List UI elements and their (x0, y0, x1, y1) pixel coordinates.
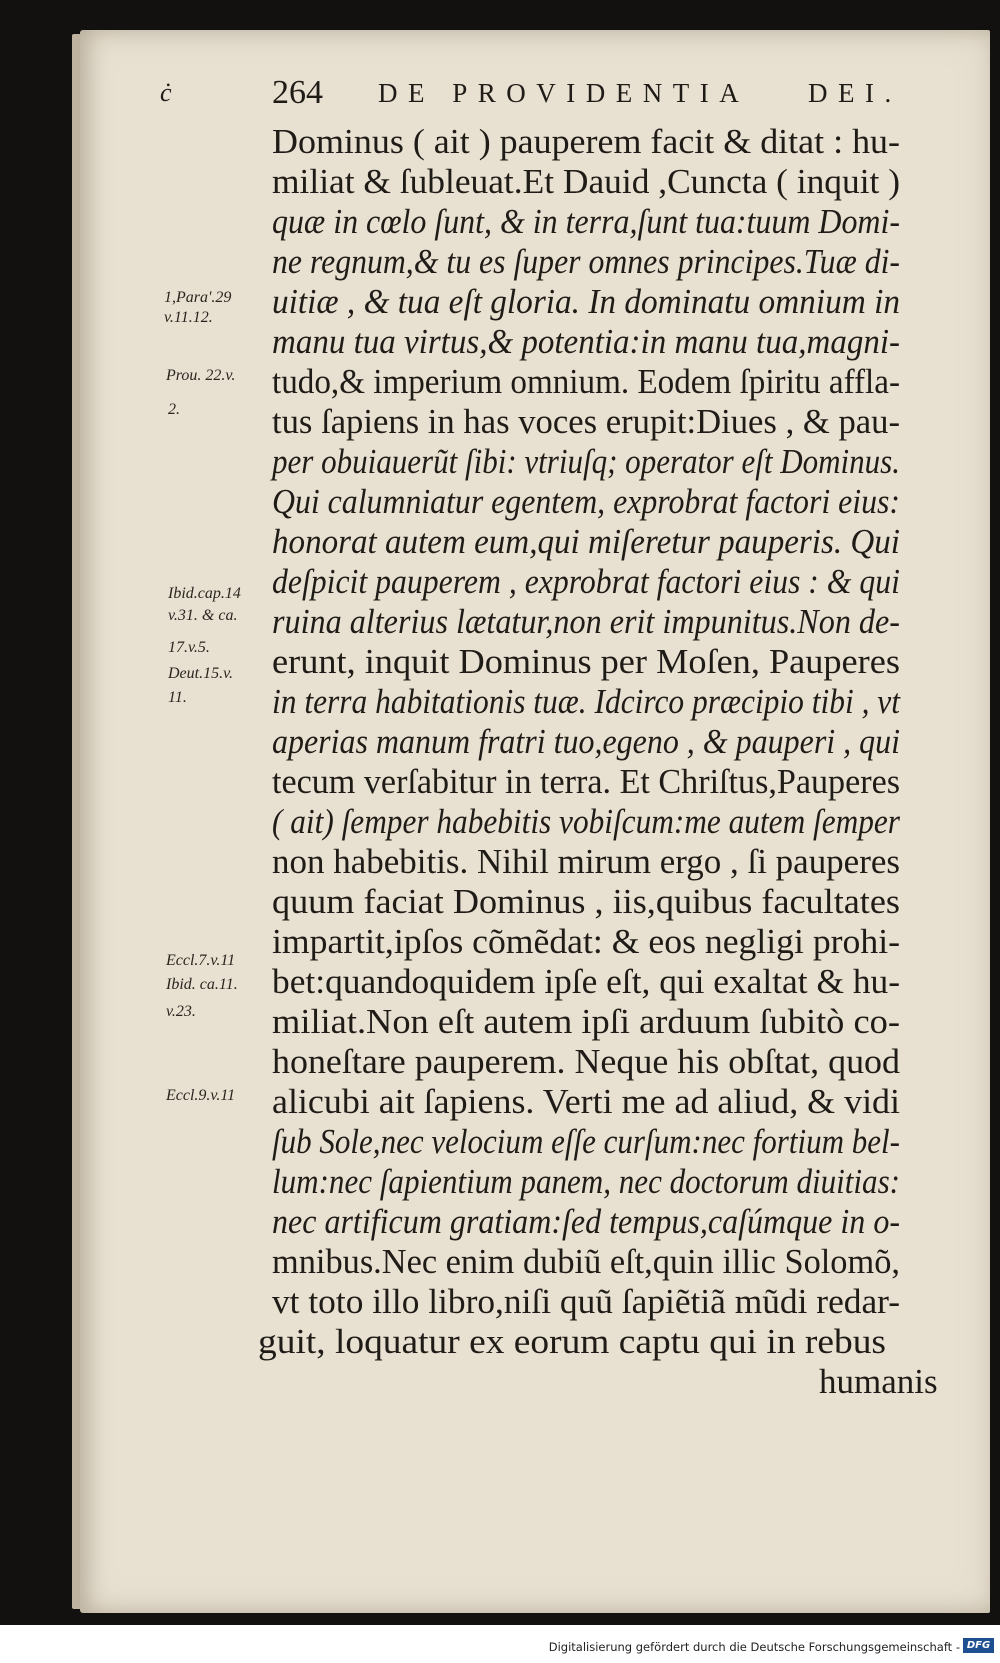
margin-note: 1,Para'.29 (164, 289, 232, 306)
text-line: deſpicit pauperem , exprobrat factori eius : & qui (272, 562, 900, 601)
text-line: impartit,ipſos cõmẽdat: & eos negligi prohi- (272, 922, 900, 961)
margin-note: Eccl.9.v.11 (166, 1087, 236, 1104)
text-line: bet:quandoquidem ipſe eſt, qui exaltat & hu- (272, 962, 900, 1001)
margin-note: v.11.12. (164, 309, 213, 326)
text-line: manu tua virtus,& potentia:in manu tua,magni- (272, 322, 900, 361)
running-head-end: DEI. (808, 78, 902, 108)
text-line: alicubi ait ſapiens. Verti me ad aliud, & vidi (272, 1082, 900, 1121)
margin-note: v.23. (166, 1003, 196, 1020)
text-line: quæ in cœlo ſunt, & in terra,ſunt tua:tuum Domi- (272, 202, 900, 241)
catchword: humanis (819, 1362, 938, 1401)
text-line: in terra habitationis tuæ. Idcirco præcipio tibi , vt (272, 682, 900, 721)
margin-note: Prou. 22.v. (166, 367, 236, 384)
text-line: tecum verſabitur in terra. Et Chriſtus,Pauperes (272, 762, 900, 801)
text-line: ſub Sole,nec velocium eſſe curſum:nec fortium bel- (272, 1122, 900, 1161)
text-line: Qui calumniatur egentem, exprobrat factori eius: (272, 482, 900, 521)
footer-credit: Digitalisierung gefördert durch die Deutsche Forschungsgemeinschaft - (548, 1640, 960, 1654)
margin-note: Ibid. ca.11. (166, 976, 238, 993)
text-line: mnibus.Nec enim dubiũ eſt,quin illic Solomõ, (272, 1242, 900, 1281)
text-line: guit, loquatur ex eorum captu qui in rebus (258, 1322, 886, 1361)
text-line: tudo,& imperium omnium. Eodem ſpiritu affla- (272, 362, 900, 401)
text-line: honorat autem eum,qui miſeretur pauperis. Qui (272, 522, 900, 561)
text-line: Dominus ( ait ) pauperem facit & ditat : hu- (272, 122, 900, 161)
text-line: honeſtare pauperem. Neque his obſtat, quod (272, 1042, 900, 1081)
text-line: miliat.Non eſt autem ipſi arduum ſubitò co- (272, 1002, 900, 1041)
text-line: ruina alterius lætatur,non erit impunitus.Non de- (272, 602, 900, 641)
page-number: 264 (272, 74, 323, 111)
margin-note: v.31. & ca. (168, 607, 238, 624)
text-line: miliat & ſubleuat.Et Dauid ,Cuncta ( inquit ) (272, 162, 900, 201)
text-line: tus ſapiens in has voces erupit:Diues , & pau- (272, 402, 900, 441)
margin-note: Eccl.7.v.11 (166, 952, 236, 969)
text-line: quum faciat Dominus , iis,quibus facultates (272, 882, 900, 921)
margin-note: 11. (168, 689, 187, 706)
dfg-logo: DFG (963, 1638, 994, 1653)
text-line: non habebitis. Nihil mirum ergo , ſi pauperes (272, 842, 900, 881)
text-line: ( ait) ſemper habebitis vobiſcum:me autem ſemper (272, 802, 900, 841)
text-line: per obuiauerũt ſibi: vtriuſq; operator eſt Dominus. (272, 442, 900, 481)
text-line: vt toto illo libro,niſi quũ ſapiẽtiã mũdi redar- (272, 1282, 900, 1321)
margin-note: 17.v.5. (168, 639, 210, 656)
running-head: DE PROVIDENTIA (378, 78, 750, 108)
text-line: erunt, inquit Dominus per Moſen, Pauperes (272, 642, 900, 681)
text-line: lum:nec ſapientium panem, nec doctorum diuitias: (272, 1162, 900, 1201)
text-line: uitiæ , & tua eſt gloria. In dominatu omnium in (272, 282, 900, 321)
text-line: nec artificum gratiam:ſed tempus,caſúmque in o- (272, 1202, 900, 1241)
margin-note: Ibid.cap.14 (168, 585, 241, 602)
text-line: aperias manum fratri tuo,egeno , & pauperi , qui (272, 722, 900, 761)
text-line: ne regnum,& tu es ſuper omnes principes.Tuæ di- (272, 242, 900, 281)
margin-note: 2. (168, 401, 180, 418)
margin-note: Deut.15.v. (168, 665, 234, 682)
page-corner-mark: ċ (160, 78, 172, 107)
